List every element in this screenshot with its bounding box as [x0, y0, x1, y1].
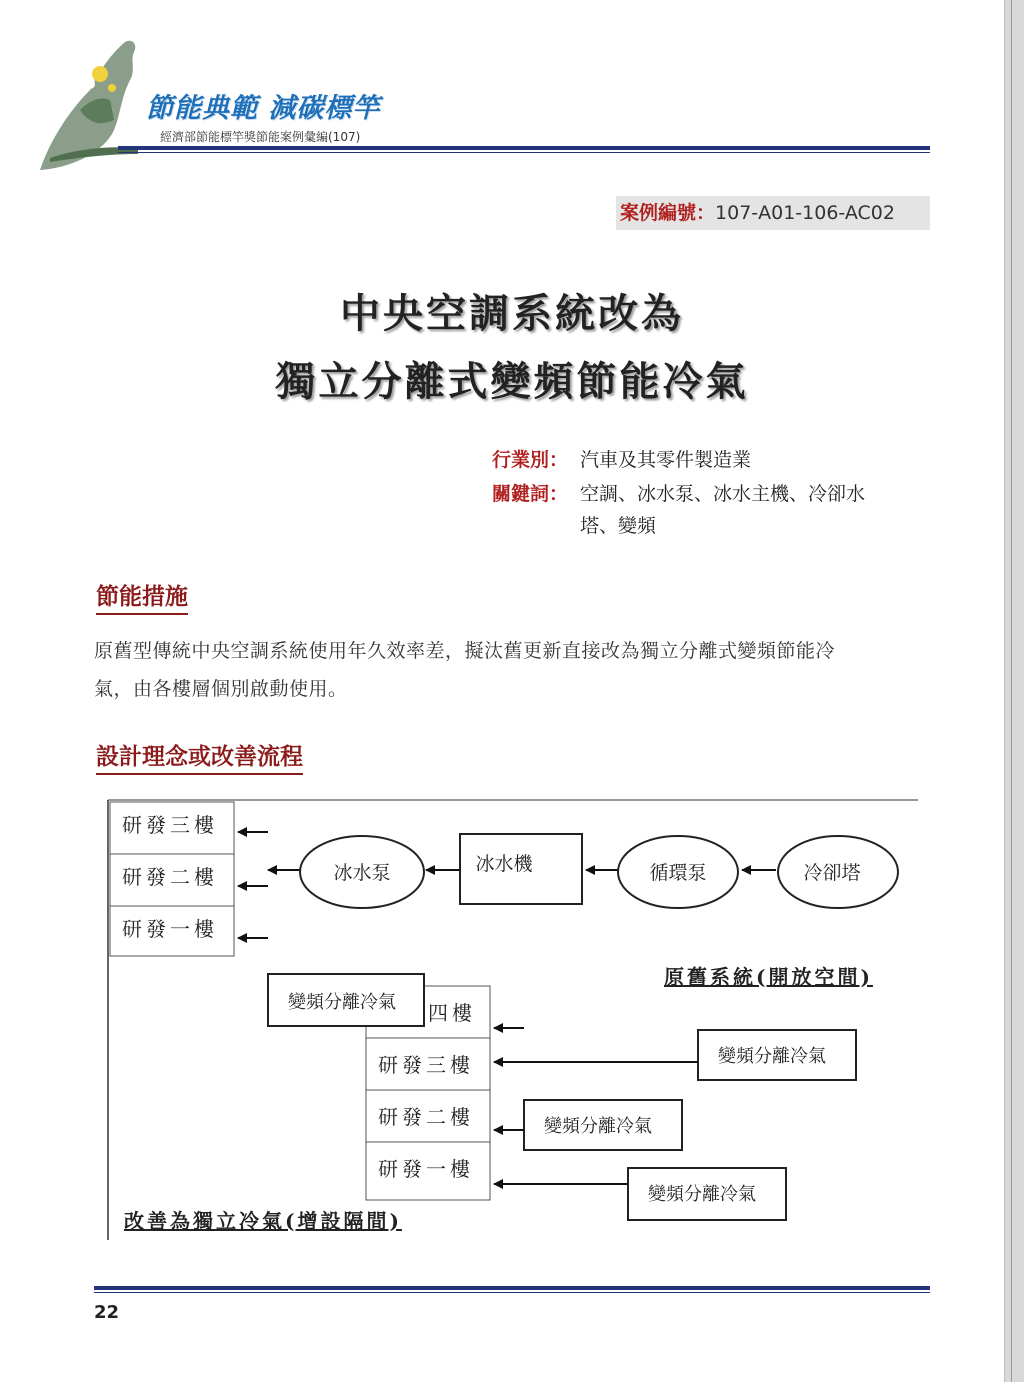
footer-rule — [94, 1286, 930, 1290]
header-rule — [118, 146, 930, 150]
flow-diagram — [104, 796, 920, 1244]
section-heading-design: 設計理念或改善流程 — [96, 738, 303, 775]
header-rule-thin — [118, 152, 930, 153]
case-number-box — [616, 196, 930, 230]
ac-unit-floor-3-label: 變頻分離冷氣 — [718, 1046, 826, 1067]
new-floor-1-label: 研發一樓 — [378, 1157, 474, 1181]
industry-value: 汽車及其零件製造業 — [580, 449, 752, 471]
new-floor-4-label: 四樓 — [428, 1001, 476, 1025]
new-floor-3-label: 研發三樓 — [378, 1053, 474, 1077]
section-heading-measures: 節能措施 — [96, 578, 188, 615]
old-floor-3-label: 研發三樓 — [122, 813, 218, 837]
keywords-label: 關鍵詞： — [492, 483, 569, 505]
section-paragraph — [94, 632, 930, 708]
chiller-label: 冰水機 — [475, 853, 533, 875]
old-floor-1-label: 研發一樓 — [122, 917, 218, 941]
ac-unit-floor-4-label: 變頻分離冷氣 — [288, 992, 396, 1013]
paragraph-line1: 原舊型傳統中央空調系統使用年久效率差，擬汰舊更新直接改為獨立分離式變頻節能冷 — [94, 640, 836, 662]
brand-title: 節能典範 減碳標竿 — [146, 93, 381, 124]
cooling-tower-label: 冷卻塔 — [803, 862, 861, 884]
page-title-line1: 中央空調系統改為 — [340, 291, 684, 337]
old-floor-2-label: 研發二樓 — [122, 865, 218, 889]
chilled-water-pump-label: 冰水泵 — [333, 862, 391, 884]
page-number: 22 — [94, 1302, 120, 1323]
new-floor-2-label: 研發二樓 — [378, 1105, 474, 1129]
footer-rule-thin — [94, 1292, 930, 1293]
ac-unit-floor-1-label: 變頻分離冷氣 — [648, 1184, 756, 1205]
keywords-value-line1: 空調、冰水泵、冰水主機、冷卻水 — [580, 483, 866, 505]
new-system-caption: 改善為獨立冷氣(增設隔間) — [124, 1209, 402, 1233]
paragraph-line2: 氣，由各樓層個別啟動使用。 — [94, 678, 348, 700]
page-edge — [1004, 0, 1024, 1382]
brand-subtitle: 經濟部節能標竿獎節能案例彙編(107) — [160, 130, 361, 144]
circulation-pump-label: 循環泵 — [649, 862, 707, 884]
keywords-row — [492, 478, 866, 510]
ac-unit-floor-2-label: 變頻分離冷氣 — [544, 1116, 652, 1137]
keywords-value-line2: 塔、變頻 — [580, 515, 657, 537]
case-number-label: 案例編號： — [620, 202, 716, 224]
old-system-caption: 原舊系統(開放空間) — [664, 965, 873, 989]
case-number-value: 107-A01-106-AC02 — [715, 202, 895, 224]
industry-row — [492, 444, 752, 476]
industry-label: 行業別： — [492, 449, 569, 471]
page-title-line2: 獨立分離式變頻節能冷氣 — [275, 359, 749, 405]
